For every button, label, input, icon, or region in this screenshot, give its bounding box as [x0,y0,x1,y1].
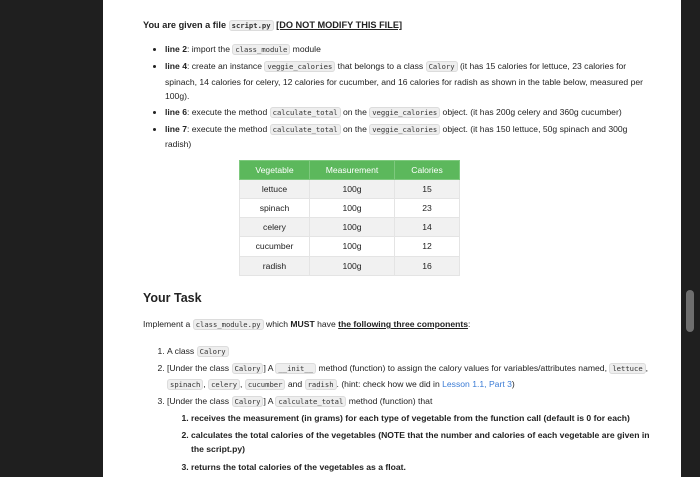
cell: 12 [395,237,460,256]
cell: 100g [310,199,395,218]
text: : execute the method [186,124,270,135]
cell: 14 [395,218,460,237]
inline-code: Calory [232,363,264,374]
text: object. (it has 150 lettuce, 50g spinach and 300g radish) [165,124,628,150]
text: : execute the method [186,107,270,118]
text: method (function) that [348,395,433,406]
list-item [167,344,653,359]
table-row [240,256,460,275]
list-item [165,59,653,103]
inline-code: lettuce [609,363,645,374]
sub-steps [167,411,653,474]
inline-code: cucumber [245,379,286,390]
scrollbar-thumb[interactable] [686,290,694,332]
line-label: line 2 [165,44,187,55]
cell: radish [240,256,310,275]
text: A class [167,346,195,357]
cell: 16 [395,256,460,275]
list-item: 3. returns the total calories of the vegetables as a float. [191,460,653,474]
task-steps [143,344,653,474]
line-label: line 7 [165,124,187,135]
text: that belongs to a class [335,61,426,72]
inline-code: calculate_total [270,124,341,135]
list-item: 2. calculates the total calories of the vegetables (NOTE that the number and calories of each vegetable are given in the script.py) [191,428,653,456]
task-heading: Your Task [143,290,202,305]
inline-code: class_module [232,44,290,55]
list-item [165,42,653,57]
line-label: line 6 [165,107,187,118]
inline-code: __init__ [275,363,316,374]
document-page [103,0,681,477]
inline-code: calculate_total [270,107,341,118]
table-header-row [240,160,460,179]
inline-code: Calory [197,346,229,357]
text: . (hint: check how we did in [336,378,440,389]
text: [Under the class [167,363,230,374]
header-vegetable: Vegetable [240,160,310,179]
text: ] A [263,363,274,374]
cell: 100g [310,218,395,237]
inline-code: spinach [167,379,203,390]
table-row [240,179,460,198]
text: : import the [186,44,233,55]
header-calories: Calories [395,160,460,179]
inline-code: calculate_total [275,396,346,407]
assignment-content [143,18,653,477]
implement-line [143,317,653,332]
list-item: 1. receives the measurement (in grams) for each type of vegetable from the function call (default is 0 for each) [191,411,653,425]
inline-code: class_module.py [193,319,264,330]
intro-line [143,18,653,33]
list-item: 2. [Under the class Calory ] A __init__ method (function) to assign the calory values for variables/attributes named, lettuce , spinach , celery , cucumber and radish . (hint: check how we did in Lesson 1.1, Part 3) [167,361,653,391]
cell: 100g [310,237,395,256]
text: ) [511,378,515,389]
text: module [290,44,321,55]
cell: cucumber [240,237,310,256]
intro-prefix: You are given a file [143,20,227,30]
inline-code: celery [208,379,240,390]
table-row [240,237,460,256]
cell: 100g [310,256,395,275]
inline-code: Calory [232,396,264,407]
text: method (function) to assign the calory values for variables/attributes named, [318,363,607,374]
inline-code: veggie_calories [264,61,335,72]
inline-code: veggie_calories [369,107,440,118]
cell: celery [240,218,310,237]
intro-note: [DO NOT MODIFY THIS FILE] [276,20,403,30]
cell: lettuce [240,179,310,198]
list-item [167,394,653,474]
list-item [165,105,653,120]
text: ] A [263,395,274,406]
table-row [240,199,460,218]
text: on the [340,124,370,135]
must-emphasis: MUST [290,319,315,330]
text: : create an instance [186,61,265,72]
table-row [240,218,460,237]
text: [Under the class [167,395,230,406]
calorie-table [239,160,460,276]
cell: 23 [395,199,460,218]
list-item [165,122,653,151]
inline-code: radish [305,379,337,390]
cell: 100g [310,179,395,198]
cell: 15 [395,179,460,198]
text: object. (it has 200g celery and 360g cucumber) [440,107,622,118]
script-lines-list [143,42,653,151]
components-emphasis: the following three components [338,319,469,330]
intro-file-code: script.py [229,20,274,31]
text: Implement a [143,319,191,330]
text: (it has 15 calories for lettuce, 23 calories for spinach, 14 calories for celery, 12 calories for cucumber, and 16 calories for radish as shown in the table below, measured per 100g). [165,61,644,101]
text: on the [340,107,370,118]
inline-code: veggie_calories [369,124,440,135]
inline-code: Calory [426,61,458,72]
text: have [317,319,336,330]
lesson-link[interactable]: Lesson 1.1, Part 3 [442,378,512,389]
text: : [468,319,471,330]
line-label: line 4 [165,61,187,72]
text: which [266,319,288,330]
header-measurement: Measurement [310,160,395,179]
cell: spinach [240,199,310,218]
